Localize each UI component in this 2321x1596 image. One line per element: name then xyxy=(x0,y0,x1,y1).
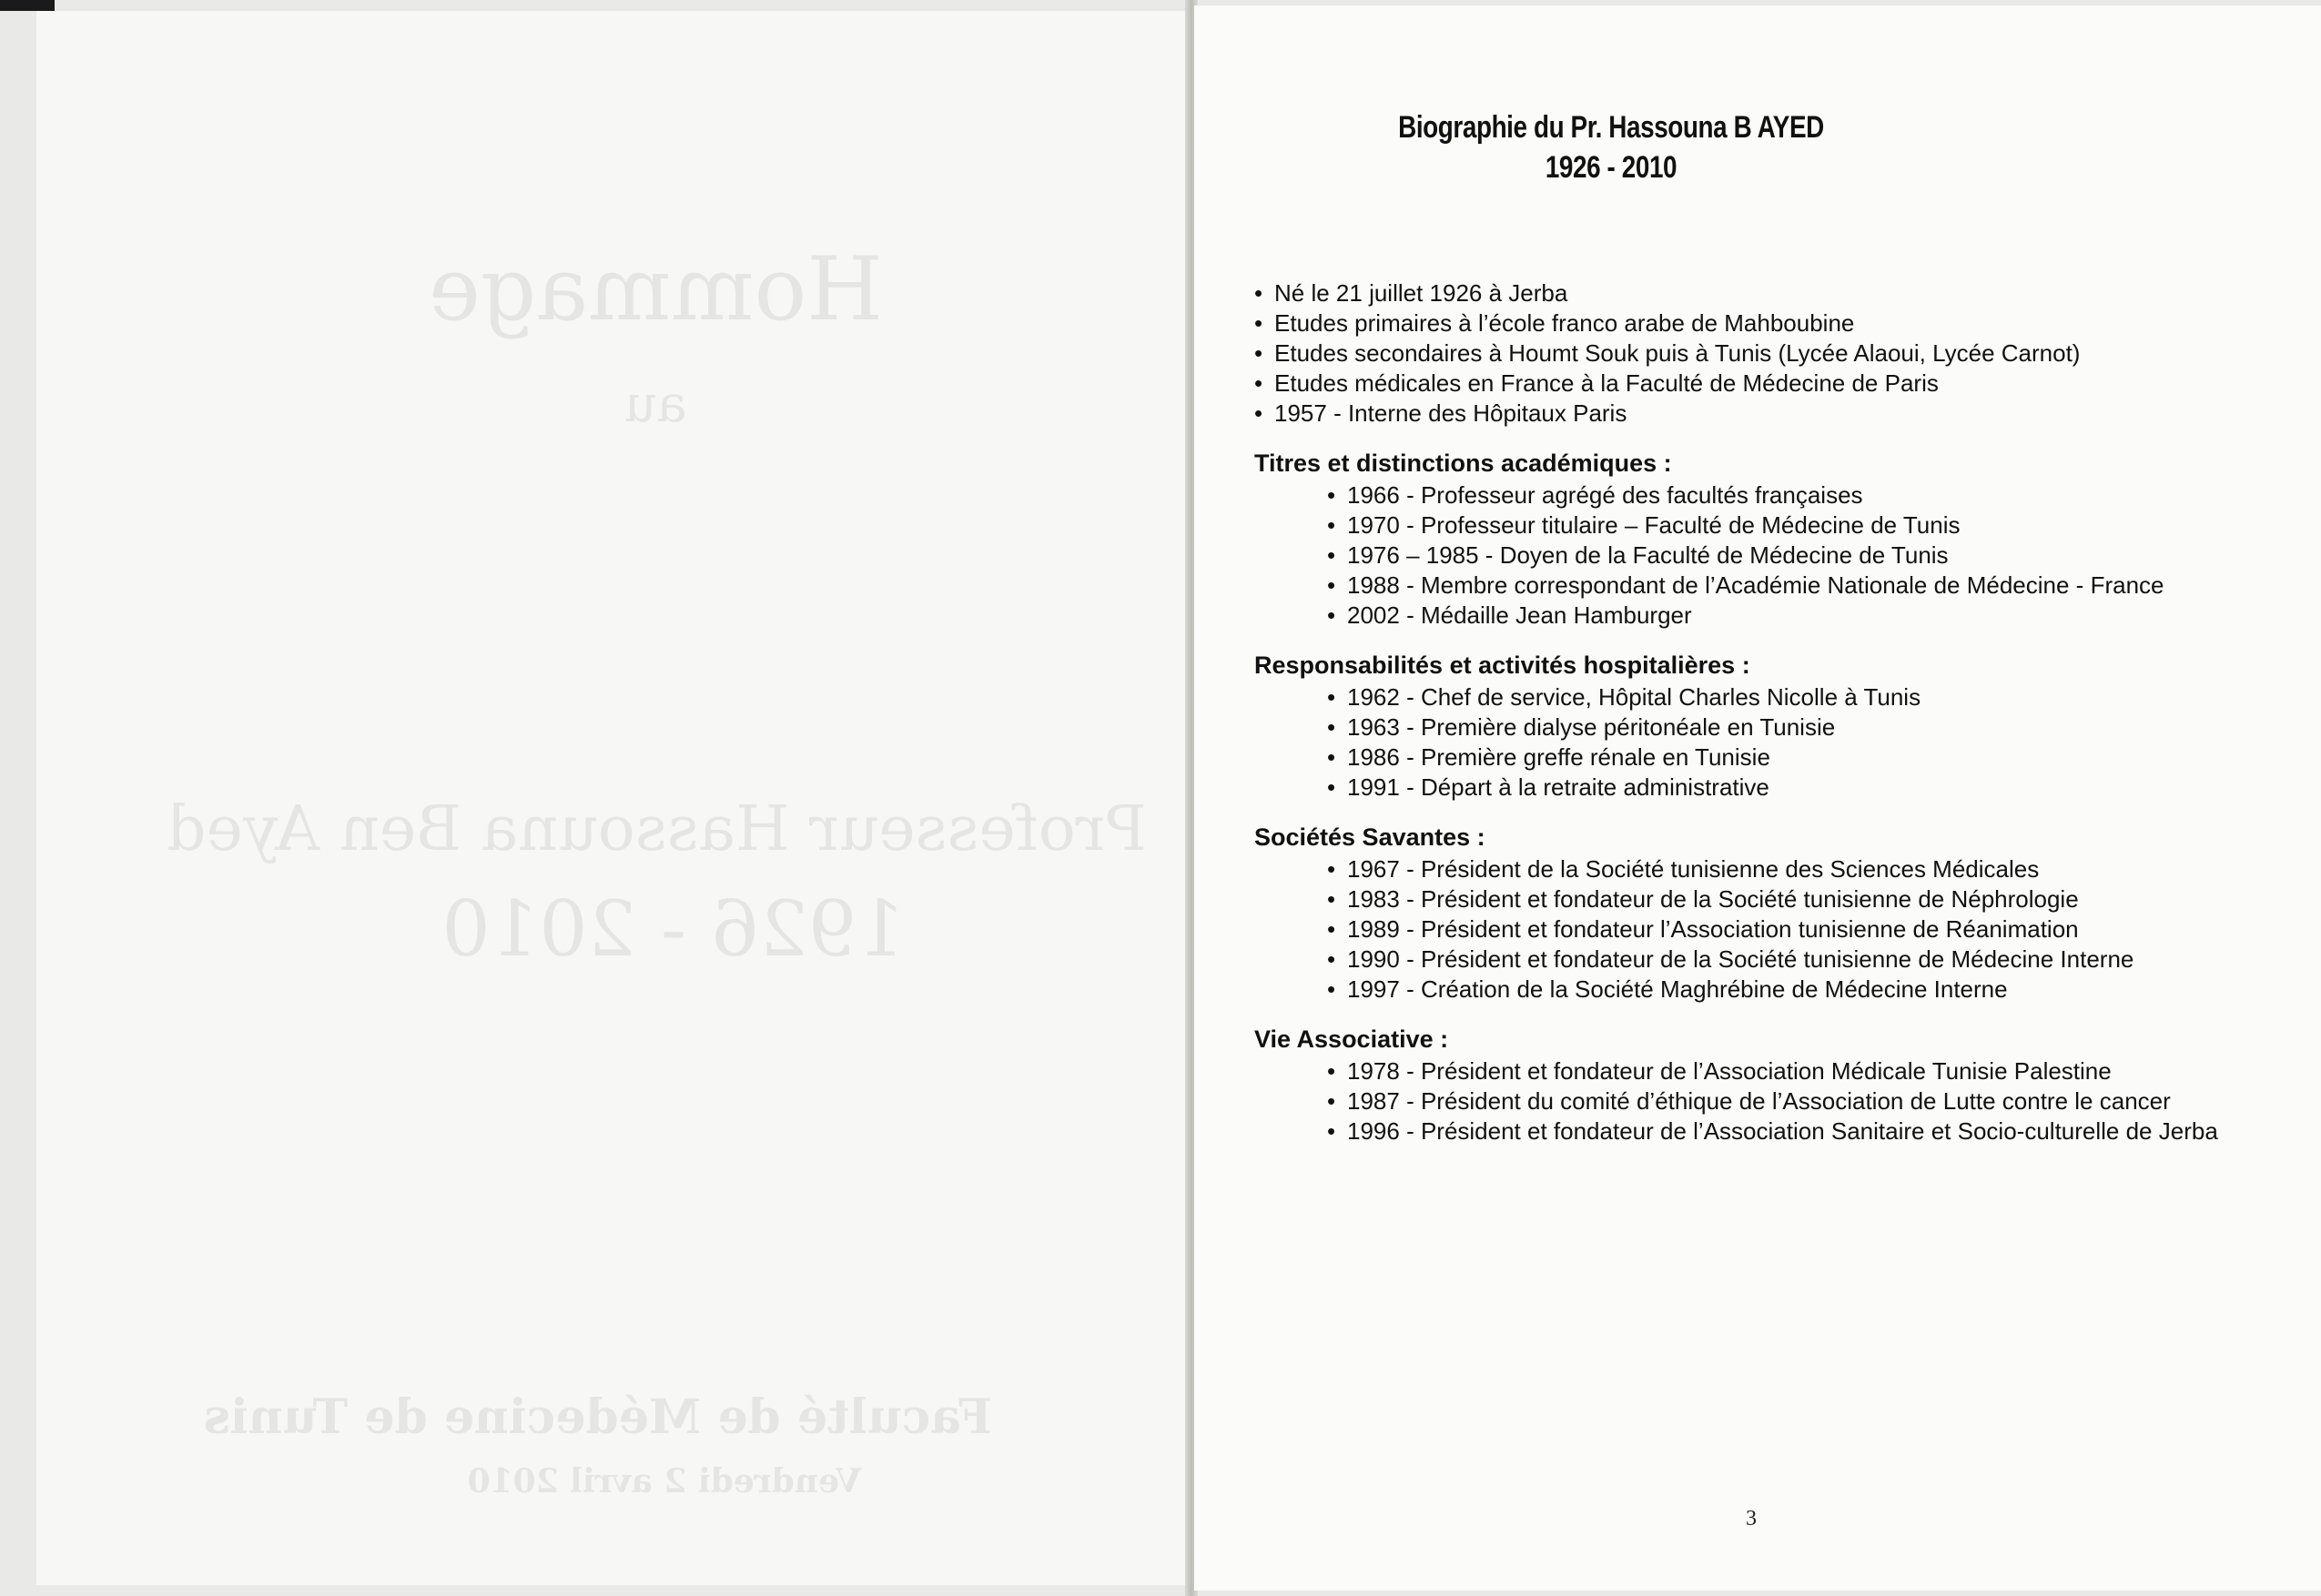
list-item: • 1966 - Professeur agrégé des facultés françaises xyxy=(1327,480,2237,510)
list-item: • 2002 - Médaille Jean Hamburger xyxy=(1327,601,2237,631)
list-item: • 1957 - Interne des Hôpitaux Paris xyxy=(1254,399,2237,429)
list-item: • 1990 - Président et fondateur de la Société tunisienne de Médecine Interne xyxy=(1327,944,2237,975)
hospital-list xyxy=(1327,682,2237,803)
list-item: • 1997 - Création de la Société Maghrébine de Médecine Interne xyxy=(1327,975,2237,1005)
titles-list xyxy=(1327,480,2237,631)
ghost-years: 1926 - 2010 xyxy=(441,884,906,974)
list-item: • 1996 - Président et fondateur de l’Association Sanitaire et Socio-culturelle de Jerba xyxy=(1327,1116,2237,1146)
left-page xyxy=(36,11,1191,1585)
list-item: • Etudes médicales en France à la Faculté de Médecine de Paris xyxy=(1254,369,2237,399)
list-item: • 1987 - Président du comité d’éthique de l’Association de Lutte contre le cancer xyxy=(1327,1086,2237,1116)
ghost-hommage: Hommage xyxy=(428,238,883,340)
list-item: • Etudes secondaires à Houmt Souk puis à Tunis (Lycée Alaoui, Lycée Carnot) xyxy=(1254,338,2237,369)
list-item: • 1962 - Chef de service, Hôpital Charles Nicolle à Tunis xyxy=(1327,682,2237,712)
list-item: • 1970 - Professeur titulaire – Faculté de Médecine de Tunis xyxy=(1327,510,2237,540)
section-heading-associative: Vie Associative : xyxy=(1254,1025,1449,1053)
list-item: • 1983 - Président et fondateur de la Société tunisienne de Néphrologie xyxy=(1327,884,2237,914)
list-item: • 1986 - Première greffe rénale en Tunisie xyxy=(1327,742,2237,773)
biography-title-line-1: Biographie du Pr. Hassouna B AYED xyxy=(1398,110,1824,145)
intro-list xyxy=(1254,278,2237,429)
list-item: • 1967 - Président de la Société tunisienne des Sciences Médicales xyxy=(1327,854,2237,884)
biography-title xyxy=(1275,107,1947,187)
list-item: • 1978 - Président et fondateur de l’Association Médicale Tunisie Palestine xyxy=(1327,1056,2237,1086)
societies-list xyxy=(1327,854,2237,1005)
list-item: • Né le 21 juillet 1926 à Jerba xyxy=(1254,278,2237,308)
ghost-date: Vendredi 2 avril 2010 xyxy=(467,1462,862,1500)
list-item: • 1989 - Président et fondateur l’Association tunisienne de Réanimation xyxy=(1327,914,2237,944)
biography-content xyxy=(1254,278,2237,1146)
ghost-faculty: Faculté de Médecine de Tunis xyxy=(203,1389,992,1445)
biography-title-line-2: 1926 - 2010 xyxy=(1545,150,1677,185)
list-item: • 1976 – 1985 - Doyen de la Faculté de Médecine de Tunis xyxy=(1327,540,2237,571)
list-item: • 1991 - Départ à la retraite administrative xyxy=(1327,773,2237,803)
ghost-professor-name: Professeur Hassouna Ben Ayed xyxy=(166,793,1147,865)
scan-corner-mark xyxy=(0,0,55,11)
ghost-au: au xyxy=(623,375,687,434)
list-item: • Etudes primaires à l’école franco arabe de Mahboubine xyxy=(1254,308,2237,338)
section-heading-hospital: Responsabilités et activités hospitalières : xyxy=(1254,652,1750,679)
associative-list xyxy=(1327,1056,2237,1146)
list-item: • 1963 - Première dialyse péritonéale en Tunisie xyxy=(1327,712,2237,742)
page-number: 3 xyxy=(1746,1507,1757,1530)
section-heading-societies: Sociétés Savantes : xyxy=(1254,823,1485,851)
section-heading-titles: Titres et distinctions académiques : xyxy=(1254,450,1672,477)
list-item: • 1988 - Membre correspondant de l’Académie Nationale de Médecine - France xyxy=(1327,571,2237,601)
